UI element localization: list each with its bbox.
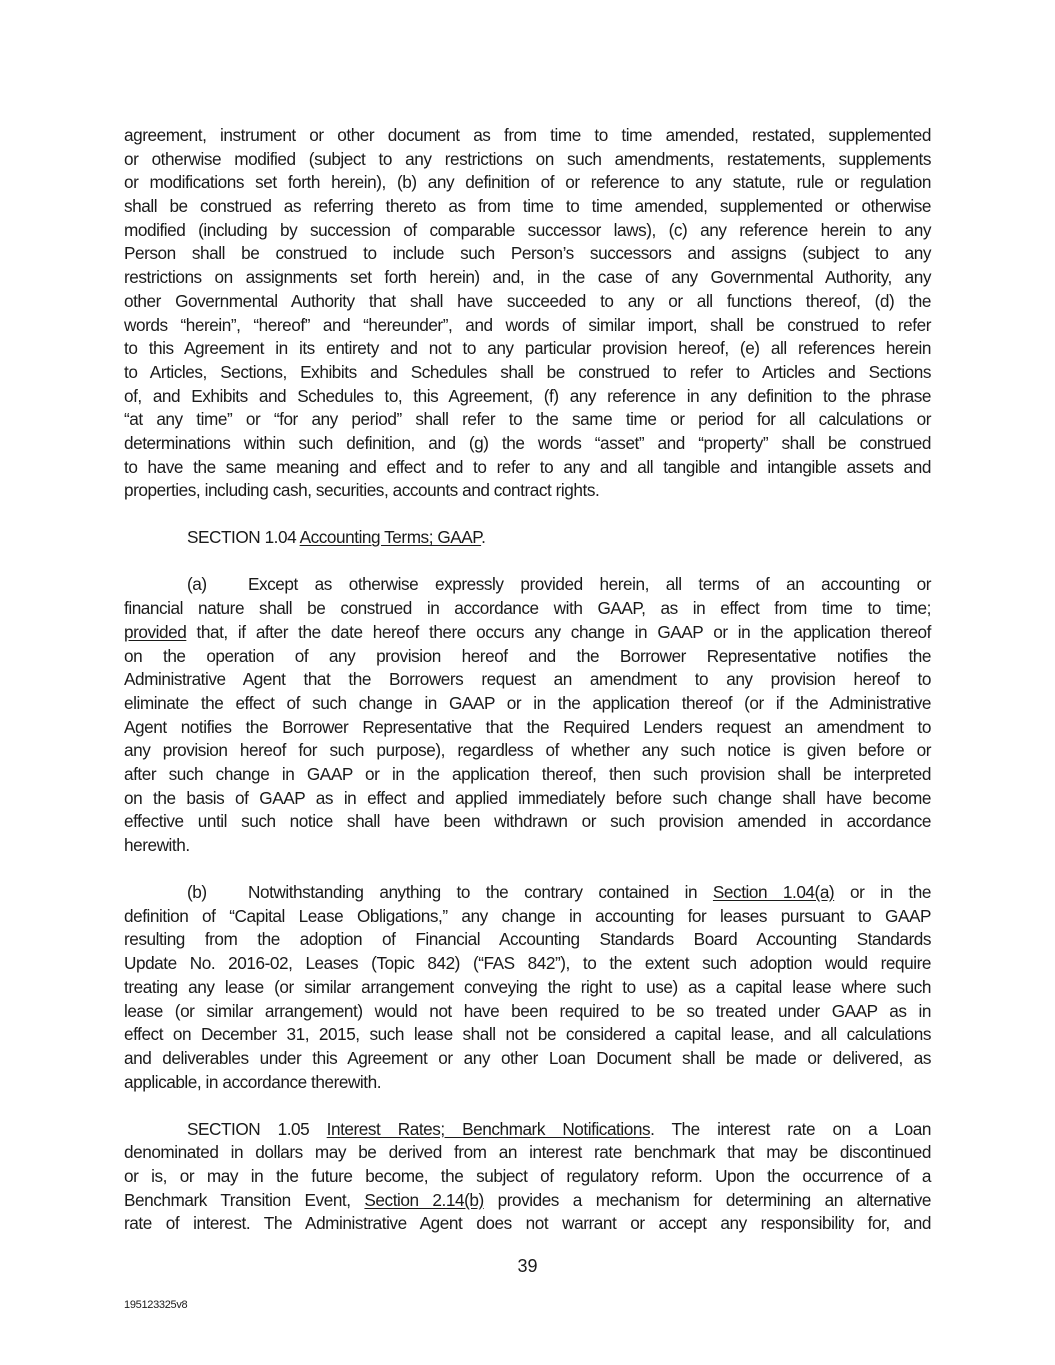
page-number: 39 xyxy=(517,1256,538,1276)
paragraph-spacer xyxy=(124,1094,931,1117)
text-line: resulting from the adoption of Financial Accounting Standards Board Accounting Standards xyxy=(124,929,931,950)
paragraph-spacer xyxy=(124,858,931,881)
text-line: denominated in dollars may be derived from an interest rate benchmark that may be discontinued xyxy=(124,1142,931,1163)
cross-reference-link: Interest Rates; Benchmark Notifications xyxy=(326,1118,651,1139)
text-line: lease (or similar arrangement) would not have been required to be so treated under GAAP as in xyxy=(124,1000,931,1021)
text-segment: . The interest rate on a Loan xyxy=(650,1118,931,1139)
text-line: and deliverables under this Agreement or any other Loan Document shall be made or delivered, as xyxy=(124,1047,931,1068)
text-line: properties, including cash, securities, accounts and contract rights. xyxy=(124,480,600,501)
cross-reference-link: Section 2.14(b) xyxy=(364,1189,484,1210)
paragraph xyxy=(124,526,931,550)
text-line: or is, or may in the future become, the subject of regulatory reform. Upon the occurrence of a xyxy=(124,1166,931,1187)
paragraph xyxy=(124,573,931,857)
text-line: Agent notifies the Borrower Representative that the Required Lenders request an amendment to xyxy=(124,716,931,737)
text-line: herewith. xyxy=(124,835,190,856)
text-segment: that, if after the date hereof there occurs any change in GAAP or in the application thereof xyxy=(186,621,931,642)
text-line: of, and Exhibits and Schedules to, this Agreement, (f) any reference in any definition to the phrase xyxy=(124,385,931,406)
text-line xyxy=(124,573,931,597)
paragraph xyxy=(124,124,931,503)
text-line: financial nature shall be construed in accordance with GAAP, as in effect from time to time; xyxy=(124,598,931,619)
cross-reference-link: Accounting Terms; GAAP xyxy=(299,527,482,548)
clause-label: (a) xyxy=(187,574,207,595)
text-line: or modifications set forth herein), (b) any definition of or reference to any statute, rule or regulation xyxy=(124,172,931,193)
document-id-footer: 195123325v8 xyxy=(124,1299,188,1311)
text-line: eliminate the effect of such change in GAAP or in the application thereof (or if the Administrative xyxy=(124,692,931,713)
text-line: to Articles, Sections, Exhibits and Schedules shall be construed to refer to Articles and Sections xyxy=(124,361,931,382)
text-segment: SECTION 1.05 xyxy=(187,1118,327,1139)
text-line: “at any time” or “for any period” shall refer to the same time or period for all calculations or xyxy=(124,409,931,430)
paragraph-spacer xyxy=(124,550,931,573)
text-line: Person shall be construed to include such Person’s successors and assigns (subject to any xyxy=(124,243,931,264)
text-line: after such change in GAAP or in the application thereof, then such provision shall be interpreted xyxy=(124,763,931,784)
text-line: effective until such notice shall have been withdrawn or such provision amended in accordance xyxy=(124,811,931,832)
paragraph xyxy=(124,881,931,1094)
paragraph xyxy=(124,1118,931,1236)
text-line xyxy=(124,526,931,550)
text-segment: Except as otherwise expressly provided herein, all terms of an accounting or xyxy=(248,574,931,595)
clause-label: (b) xyxy=(187,882,207,903)
text-line: rate of interest. The Administrative Agent does not warrant or accept any responsibility for, and xyxy=(124,1213,931,1234)
document-body xyxy=(124,124,931,1236)
text-line: words “herein”, “hereof” and “hereunder”, and words of similar import, shall be construed to refer xyxy=(124,314,931,335)
text-segment: . xyxy=(481,527,486,548)
text-line: to have the same meaning and effect and to refer to any and all tangible and intangible assets and xyxy=(124,456,931,477)
text-line: on the basis of GAAP as in effect and applied immediately before such change shall have become xyxy=(124,787,931,808)
text-segment: provides a mechanism for determining an alternative xyxy=(483,1189,931,1210)
text-line: on the operation of any provision hereof and the Borrower Representative notifies the xyxy=(124,645,931,666)
text-segment: or in the xyxy=(834,882,931,903)
cross-reference-link: provided xyxy=(124,621,187,642)
text-line: restrictions on assignments set forth herein) and, in the case of any Governmental Authority, any xyxy=(124,267,931,288)
text-line: treating any lease (or similar arrangement conveying the right to use) as a capital lease where such xyxy=(124,976,931,997)
text-line: any provision hereof for such purpose), regardless of whether any such notice is given before or xyxy=(124,740,931,761)
text-line: agreement, instrument or other document as from time to time amended, restated, supplemented xyxy=(124,125,931,145)
text-line: or otherwise modified (subject to any restrictions on such amendments, restatements, supplements xyxy=(124,148,931,169)
text-line: other Governmental Authority that shall have succeeded to any or all functions thereof, (d) the xyxy=(124,290,931,311)
text-line: Update No. 2016-02, Leases (Topic 842) (“FAS 842”), to the extent such adoption would require xyxy=(124,953,931,974)
text-line: shall be construed as referring thereto as from time to time amended, supplemented or otherwise xyxy=(124,196,931,217)
paragraph-spacer xyxy=(124,503,931,526)
text-line: effect on December 31, 2015, such lease shall not be considered a capital lease, and all calculations xyxy=(124,1024,931,1045)
text-line xyxy=(124,1189,931,1213)
text-line: determinations within such definition, and (g) the words “asset” and “property” shall be construed xyxy=(124,432,931,453)
text-line: Administrative Agent that the Borrowers request an amendment to any provision hereof to xyxy=(124,669,931,690)
text-line xyxy=(124,881,931,905)
cross-reference-link: Section 1.04(a) xyxy=(712,882,835,903)
text-segment: SECTION 1.04 xyxy=(187,527,300,548)
text-segment: Benchmark Transition Event, xyxy=(124,1189,365,1210)
text-line: modified (including by succession of comparable successor laws), (c) any reference herein to any xyxy=(124,219,931,240)
text-line xyxy=(124,1118,931,1142)
text-line xyxy=(124,621,931,645)
text-line: to this Agreement in its entirety and not to any particular provision hereof, (e) all references herein xyxy=(124,338,931,359)
text-segment: Notwithstanding anything to the contrary contained in xyxy=(248,882,713,903)
text-line: definition of “Capital Lease Obligations,” any change in accounting for leases pursuant to GAAP xyxy=(124,905,931,926)
text-line: applicable, in accordance therewith. xyxy=(124,1071,382,1092)
